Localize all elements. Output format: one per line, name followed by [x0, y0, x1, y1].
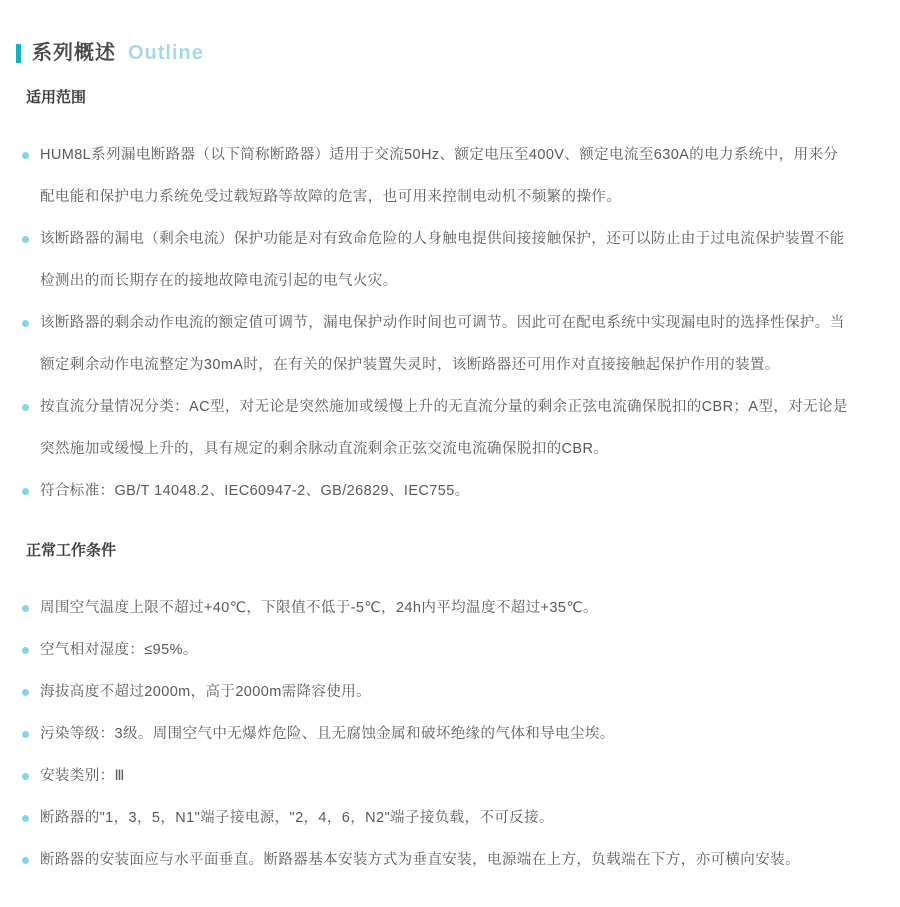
list-item: [22, 713, 850, 755]
list-item-text: HUM8L系列漏电断路器（以下简称断路器）适用于交流50Hz、额定电压至400V、额定电流至630A的电力系统中，用来分配电能和保护电力系统免受过载短路等故障的危害，也可用来控制电动机不频繁的操作。: [40, 147, 839, 205]
bullet-dot-icon: [22, 731, 29, 738]
list-item-text: 断路器的"1，3，5，N1"端子接电源，"2，4，6，N2"端子接负载，不可反接。: [40, 810, 554, 826]
bullet-dot-icon: [22, 857, 29, 864]
list-item-text: 周围空气温度上限不超过+40℃，下限值不低于-5℃，24h内平均温度不超过+35℃。: [40, 600, 598, 616]
bullet-dot-icon: [22, 488, 29, 495]
list-item: [22, 134, 850, 218]
accent-bar: [16, 44, 21, 63]
list-item-text: 该断路器的漏电（剩余电流）保护功能是对有致命危险的人身触电提供间接接触保护，还可以防止由于过电流保护装置不能检测出的而长期存在的接地故障电流引起的电气火灾。: [40, 231, 845, 289]
bullet-dot-icon: [22, 815, 29, 822]
bullet-dot-icon: [22, 689, 29, 696]
bullet-dot-icon: [22, 605, 29, 612]
conditions-bullet-list: [22, 587, 850, 881]
list-item: [22, 839, 850, 881]
section-heading-scope: 适用范围: [26, 89, 87, 106]
list-item: [22, 218, 850, 302]
list-item-text: 按直流分量情况分类：AC型，对无论是突然施加或缓慢上升的无直流分量的剩余正弦电流确保脱扣的CBR；A型，对无论是突然施加或缓慢上升的，具有规定的剩余脉动直流剩余正弦交流电流确保脱扣的CBR。: [40, 399, 848, 457]
list-item-text: 污染等级：3级。周围空气中无爆炸危险、且无腐蚀金属和破坏绝缘的气体和导电尘埃。: [40, 726, 615, 742]
section-heading-conditions: 正常工作条件: [26, 542, 117, 559]
bullet-dot-icon: [22, 773, 29, 780]
scope-bullet-list: [22, 134, 850, 512]
list-item-text: 断路器的安装面应与水平面垂直。断路器基本安装方式为垂直安装，电源端在上方，负载端在下方，亦可横向安装。: [40, 852, 800, 868]
list-item-text: 安装类别：Ⅲ: [40, 768, 125, 784]
list-item-text: 该断路器的剩余动作电流的额定值可调节，漏电保护动作时间也可调节。因此可在配电系统中实现漏电时的选择性保护。当额定剩余动作电流整定为30mA时，在有关的保护装置失灵时，该断路器还可用作对直接接触起保护作用的装置。: [40, 315, 845, 373]
list-item: [22, 386, 850, 470]
bullet-dot-icon: [22, 236, 29, 243]
list-item-text: 符合标准：GB/T 14048.2、IEC60947-2、GB/26829、IEC755。: [40, 483, 470, 499]
bullet-dot-icon: [22, 320, 29, 327]
list-item: [22, 755, 850, 797]
page-header: [16, 40, 900, 66]
list-item: [22, 629, 850, 671]
list-item-text: 海拔高度不超过2000m，高于2000m需降容使用。: [40, 684, 372, 700]
list-item: [22, 470, 850, 512]
page-title: 系列概述: [32, 42, 116, 64]
page-subtitle: Outline: [128, 42, 204, 64]
list-item: [22, 671, 850, 713]
bullet-dot-icon: [22, 404, 29, 411]
list-item-text: 空气相对湿度：≤95%。: [40, 642, 198, 658]
bullet-dot-icon: [22, 152, 29, 159]
bullet-dot-icon: [22, 647, 29, 654]
list-item: [22, 587, 850, 629]
list-item: [22, 302, 850, 386]
list-item: [22, 797, 850, 839]
